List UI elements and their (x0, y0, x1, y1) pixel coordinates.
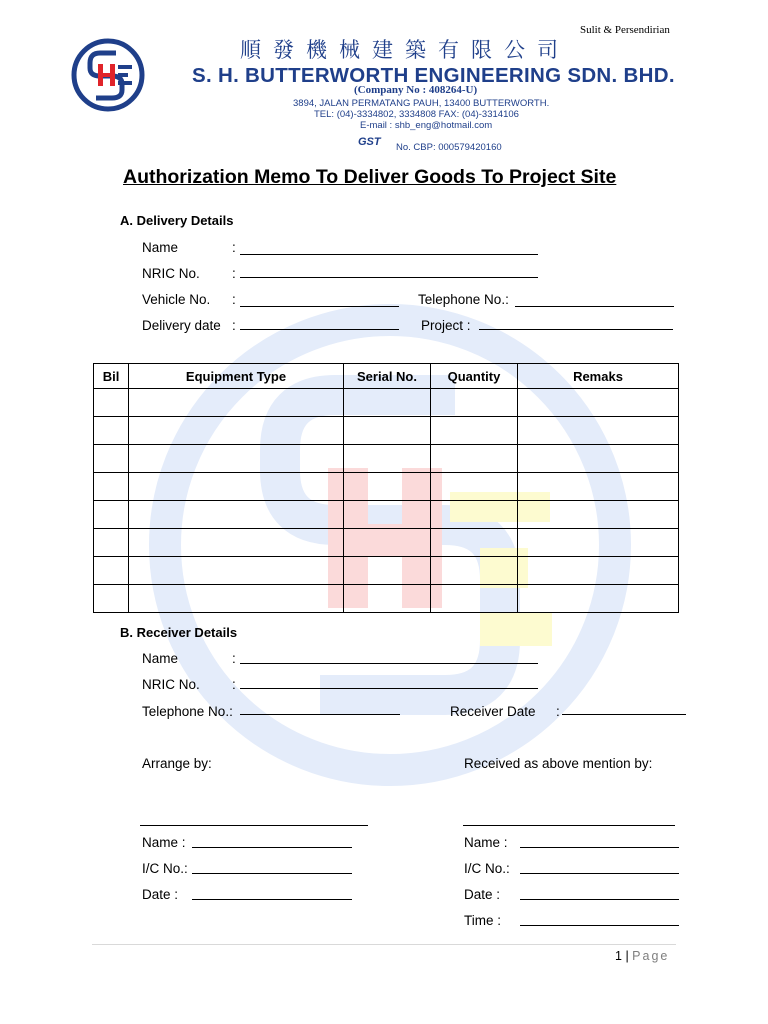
table-cell[interactable] (518, 585, 679, 613)
vehicle-no-field[interactable] (240, 306, 399, 307)
company-tel-fax: TEL: (04)-3334802, 3334808 FAX: (04)-3314106 (314, 109, 519, 120)
project-label: Project : (421, 318, 471, 333)
colon: : (232, 240, 236, 255)
recipient-name-label: Name : (464, 835, 508, 850)
table-row (94, 445, 679, 473)
table-cell[interactable] (431, 501, 518, 529)
vehicle-no-label: Vehicle No. (142, 292, 211, 307)
recipient-time-field[interactable] (520, 925, 679, 926)
arranger-name-label: Name : (142, 835, 186, 850)
page-footer (615, 949, 669, 963)
table-cell[interactable] (94, 473, 129, 501)
colon: : (556, 704, 560, 719)
table-cell[interactable] (94, 557, 129, 585)
table-cell[interactable] (431, 445, 518, 473)
table-cell[interactable] (344, 585, 431, 613)
table-cell[interactable] (431, 417, 518, 445)
table-cell[interactable] (344, 473, 431, 501)
table-cell[interactable] (129, 417, 344, 445)
table-header-row (94, 364, 679, 389)
table-cell[interactable] (518, 529, 679, 557)
table-row (94, 501, 679, 529)
table-cell[interactable] (94, 445, 129, 473)
delivery-telephone-label: Telephone No.: (418, 292, 509, 307)
gst-logo: GST (358, 136, 381, 148)
receiver-telephone-label: Telephone No.: (142, 704, 233, 719)
delivery-telephone-field[interactable] (515, 306, 674, 307)
table-cell[interactable] (518, 445, 679, 473)
table-cell[interactable] (431, 529, 518, 557)
table-cell[interactable] (344, 529, 431, 557)
table-cell[interactable] (344, 445, 431, 473)
colon: : (232, 677, 236, 692)
page-number: 1 (615, 949, 622, 963)
table-row (94, 529, 679, 557)
recipient-time-label: Time : (464, 913, 501, 928)
table-cell[interactable] (518, 557, 679, 585)
table-cell[interactable] (94, 389, 129, 417)
table-cell[interactable] (94, 585, 129, 613)
table-cell[interactable] (129, 501, 344, 529)
arrange-by-label: Arrange by: (142, 756, 212, 771)
colon: : (232, 651, 236, 666)
delivery-nric-field[interactable] (240, 277, 538, 278)
company-registration-no: (Company No : 408264-U) (354, 84, 478, 96)
project-field[interactable] (479, 329, 673, 330)
receiver-nric-label: NRIC No. (142, 677, 200, 692)
company-name: S. H. BUTTERWORTH ENGINEERING SDN. BHD. (192, 64, 675, 87)
table-cell[interactable] (431, 557, 518, 585)
receiver-telephone-field[interactable] (240, 714, 400, 715)
company-logo (70, 38, 150, 112)
recipient-name-field[interactable] (520, 847, 679, 848)
confidential-label: Sulit & Persendirian (580, 24, 670, 36)
table-cell[interactable] (518, 389, 679, 417)
recipient-ic-field[interactable] (520, 873, 679, 874)
receiver-name-label: Name (142, 651, 179, 666)
table-row (94, 473, 679, 501)
receiver-name-field[interactable] (240, 663, 538, 664)
table-row (94, 585, 679, 613)
delivery-name-label: Name (142, 240, 179, 255)
table-cell[interactable] (94, 501, 129, 529)
col-header-serial-no: Serial No. (344, 364, 431, 389)
table-cell[interactable] (94, 529, 129, 557)
receiver-nric-field[interactable] (240, 688, 538, 689)
table-cell[interactable] (94, 417, 129, 445)
table-cell[interactable] (129, 389, 344, 417)
col-header-bil: Bil (94, 364, 129, 389)
delivery-nric-label: NRIC No. (142, 266, 200, 281)
table-cell[interactable] (431, 585, 518, 613)
delivery-date-field[interactable] (240, 329, 399, 330)
receiver-date-field[interactable] (562, 714, 686, 715)
arranger-name-field[interactable] (192, 847, 352, 848)
company-chinese-name: 順發機械建築有限公司 (240, 38, 570, 62)
col-header-quantity: Quantity (431, 364, 518, 389)
arrange-by-signature-line[interactable] (140, 825, 368, 826)
table-row (94, 389, 679, 417)
colon: : (232, 292, 236, 307)
table-cell[interactable] (518, 417, 679, 445)
table-cell[interactable] (129, 529, 344, 557)
section-a-heading: A. Delivery Details (120, 213, 234, 228)
table-cell[interactable] (129, 557, 344, 585)
arranger-date-label: Date : (142, 887, 179, 902)
table-cell[interactable] (344, 501, 431, 529)
table-cell[interactable] (129, 445, 344, 473)
received-by-signature-line[interactable] (463, 825, 675, 826)
equipment-table (93, 363, 679, 613)
table-cell[interactable] (129, 585, 344, 613)
table-cell[interactable] (129, 473, 344, 501)
recipient-date-label: Date : (464, 887, 501, 902)
page-word: Page (632, 949, 670, 963)
company-address: 3894, JALAN PERMATANG PAUH, 13400 BUTTERWORTH. (293, 98, 550, 109)
recipient-ic-label: I/C No.: (464, 861, 510, 876)
delivery-name-field[interactable] (240, 254, 538, 255)
received-by-label: Received as above mention by: (464, 756, 653, 771)
arranger-ic-field[interactable] (192, 873, 352, 874)
receiver-date-label: Receiver Date (450, 704, 536, 719)
table-cell[interactable] (518, 473, 679, 501)
table-cell[interactable] (518, 501, 679, 529)
colon: : (232, 266, 236, 281)
arranger-date-field[interactable] (192, 899, 352, 900)
footer-divider (92, 944, 676, 945)
col-header-remarks: Remaks (518, 364, 679, 389)
table-row (94, 417, 679, 445)
table-row (94, 557, 679, 585)
arranger-ic-label: I/C No.: (142, 861, 188, 876)
col-header-equipment-type: Equipment Type (129, 364, 344, 389)
cbp-number: No. CBP: 000579420160 (396, 142, 502, 153)
page-separator: | (625, 949, 629, 963)
memo-title: Authorization Memo To Deliver Goods To Project Site (123, 166, 617, 188)
colon: : (232, 318, 236, 333)
company-email: E-mail : shb_eng@hotmail.com (360, 120, 493, 131)
table-cell[interactable] (431, 473, 518, 501)
delivery-date-label: Delivery date (142, 318, 221, 333)
recipient-date-field[interactable] (520, 899, 679, 900)
table-cell[interactable] (344, 557, 431, 585)
table-cell[interactable] (344, 417, 431, 445)
section-b-heading: B. Receiver Details (120, 625, 238, 640)
table-cell[interactable] (431, 389, 518, 417)
table-cell[interactable] (344, 389, 431, 417)
